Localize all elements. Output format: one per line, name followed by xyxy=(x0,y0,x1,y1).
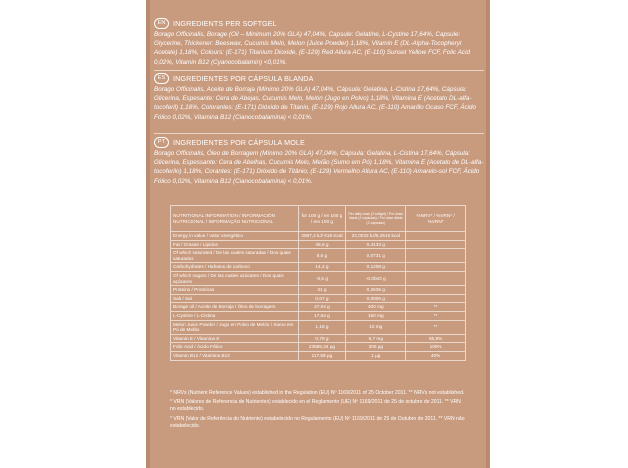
row-nrv: 100% xyxy=(406,343,466,352)
row-per-100g: 2587,4 kJ/ 618 Kcal xyxy=(298,232,346,241)
row-per-100g: 1,18 g xyxy=(298,320,346,334)
row-per-dose: 200 µg xyxy=(346,343,406,352)
row-per-100g: 117,59 µg xyxy=(298,351,346,360)
row-per-dose: 0,1208 g xyxy=(346,263,406,272)
row-per-dose: 6,7 mg xyxy=(346,334,406,343)
row-label: Energy in value / Valor energético xyxy=(171,232,299,241)
nutrition-table-row xyxy=(171,294,466,303)
ingredients-heading-en xyxy=(154,17,484,30)
row-label: Fat / Grasas / Lípidos xyxy=(171,240,299,249)
ingredients-title-pt: INGREDIENTES POR CÁPSULA MOLE xyxy=(173,138,305,147)
nutrition-table-row xyxy=(171,334,466,343)
ingredients-text-en: Borago Officinalis, Borage (Oil – Minimum 20% GLA) 47,04%, Capsule: Gelatine, L-Cystine 17,64%, Capsule: Glycerine, Thickener: Beeswax, Cucumis Melo, Melon (Juice Powder) 1,18%, Vitamin E (DL-Alpha-Tocopheryl Acetate) 1,18%, Colours: (E-171) Titanium Dioxide, (E-129) Red Allura AC, (E-110) Sunset Yellow FCF, Folic Acid 0,02%, Vitamin B12 (Cyanocobalamin) <0,01%. xyxy=(154,31,470,66)
language-badge-es: ES xyxy=(154,73,169,84)
nutrition-table-row xyxy=(171,320,466,334)
row-nrv xyxy=(406,240,466,249)
row-label: Proteins / Proteínas xyxy=(171,286,299,295)
row-label: Salt / Sal xyxy=(171,294,299,303)
header-per-100g: for 100 g / en 100 g / em 100 g xyxy=(298,206,346,232)
row-nrv: ** xyxy=(406,320,466,334)
ingredients-heading-es xyxy=(154,72,484,85)
row-per-100g: 0,07 g xyxy=(298,294,346,303)
row-per-dose: 0,0006 g xyxy=(346,294,406,303)
row-label: L-Cystine / L-Cistina xyxy=(171,311,299,320)
ingredients-section-en xyxy=(154,17,484,67)
row-per-100g: 31 g xyxy=(298,286,346,295)
row-per-dose: 0,0731 g xyxy=(346,249,406,263)
row-label: Of which sugars / De las cuales azúcares / Dos quais açúcares xyxy=(171,271,299,285)
ingredients-title-es: INGREDIENTES POR CÁPSULA BLANDA xyxy=(173,74,314,83)
row-per-dose: 0,2636 g xyxy=(346,286,406,295)
row-per-100g: -0,5 g xyxy=(298,271,346,285)
section-divider xyxy=(154,70,484,71)
row-nrv: 55,8% xyxy=(406,334,466,343)
ingredients-title-en: INGREDIENTS PER SOFTGEL xyxy=(173,19,277,28)
row-nrv xyxy=(406,232,466,241)
row-nrv xyxy=(406,286,466,295)
row-per-dose: 0,4133 g xyxy=(346,240,406,249)
nutrition-table-row xyxy=(171,240,466,249)
row-per-100g: 23585,34 µg xyxy=(298,343,346,352)
ingredients-text-es: Borago Officinalis, Aceite de Borraja (Mínimo 20% GLA) 47,04%, Cápsula: Gelatina, L-Cistina 17,64%, Cápsula: Glicerina, Espesante: Cera de Abejas, Cucumis Melo, Melón (Jugo en Polvo) 1,18%, Vitamina E (Acetato DL-alfa-tocoferil) 1,18%, Colorantes: (E-171) Dióxido de Titanio, (E-129) Rojo Allura AC, (E-110) Amarillo Ocaso FCF, Ácido Fólico 0,02%, Vitamina B12 (Cianocobalamina) < 0,01%. xyxy=(154,86,477,121)
row-nrv: 40% xyxy=(406,351,466,360)
ingredients-text-pt: Borago Officinalis, Óleo de Borragem (Mínimo 20% GLA) 47,04%, Cápsula: Gelatina, L-Cistina 17,64%, Cápsula: Glicerina, Espessante: Cera de Abelhas, Cucumis Melo, Melão (Sumo em Pó) 1,18%, Vitamina E (Acetato de DL-alfa-tocoferilo) 1,18%, Corantes: (E-171) Dióxido de Titânio, (E-129) Vermelho Allura AC, (E-110) Amarelo-sol FCF, Ácido Fólico 0,02%, Vitamina B12 (Cianocobalamina) < 0,01%. xyxy=(154,150,484,185)
row-label: Of which saturated / De las cuales saturadas / Dos quais saturados xyxy=(171,249,299,263)
language-badge-pt: PT xyxy=(154,137,169,148)
row-nrv xyxy=(406,271,466,285)
row-label: Vitamin E / Vitamina E xyxy=(171,334,299,343)
nutrition-table-row xyxy=(171,232,466,241)
section-divider xyxy=(154,133,484,134)
row-per-100g: 8,6 g xyxy=(298,249,346,263)
row-label: Melon Juice Powder / Jugo en Polvo de Melón / Sumo em Pó de Melão xyxy=(171,320,299,334)
row-nrv: ** xyxy=(406,311,466,320)
nutrition-table-row xyxy=(171,343,466,352)
row-per-dose: 22,0032 kJ/5,2516 kcal xyxy=(346,232,406,241)
row-per-dose: 1 µg xyxy=(346,351,406,360)
row-nrv: ** xyxy=(406,303,466,312)
nutrition-table-container xyxy=(170,205,466,361)
row-per-100g: 14,2 g xyxy=(298,263,346,272)
language-badge-en: EN xyxy=(154,18,169,29)
nutrition-table-row xyxy=(171,249,466,263)
row-per-100g: 48,6 g xyxy=(298,240,346,249)
row-per-100g: 0,79 g xyxy=(298,334,346,343)
row-per-dose: 150 mg xyxy=(346,311,406,320)
row-per-dose: -0,0043 g xyxy=(346,271,406,285)
row-label: Borage oil / Aceite de Borraja / Óleo de borragem xyxy=(171,303,299,312)
nutrition-table-row xyxy=(171,303,466,312)
footnote-es: * VRN (Valores de Referencia de Nutrientes) establecido en el Reglamento (UE) Nº 1169/2011 de 25 de octubre de 2011. ** VRN no establecido. xyxy=(170,399,461,413)
row-per-100g: 47,04 g xyxy=(298,303,346,312)
nutrition-table-row xyxy=(171,311,466,320)
row-label: Carbohydrates / Hidratos de carbono xyxy=(171,263,299,272)
ingredients-heading-pt xyxy=(154,136,484,149)
row-per-dose: 400 mg xyxy=(346,303,406,312)
ingredients-section-es xyxy=(154,72,484,122)
header-nrv: %NRV* / %VRN* / %VRN* xyxy=(406,206,466,232)
nutrition-table-header xyxy=(171,206,466,232)
footnote-pt: * VRN (Valor de Referência do Nutriente) estabelecido no Regulamento (EU) Nº 1169/2011 de 25 de Outubro de 2011. ** VRN não estabelecido. xyxy=(170,415,465,429)
row-per-dose: 10 mg xyxy=(346,320,406,334)
footnote-en: * NRVs (Nutrient Reference Values) established in the Regulation (EU) Nº 1169/2011 of 25 October 2011. ** NRVs not established. xyxy=(170,390,465,396)
nutrition-table-row xyxy=(171,286,466,295)
nutrition-table-row xyxy=(171,271,466,285)
row-nrv xyxy=(406,294,466,303)
row-nrv xyxy=(406,263,466,272)
header-nutritional-info: NUTRITIONAL INFORMATION / INFORMACIÓN NUTRICIONAL / INFORMAÇÃO NUTRICIONAL xyxy=(171,206,299,232)
footnotes xyxy=(170,390,466,432)
row-label: Vitamin B12 / Vitamina B12 xyxy=(171,351,299,360)
ingredients-section-pt xyxy=(154,136,484,186)
row-label: Folic Acid / Ácido Fólico xyxy=(171,343,299,352)
nutrition-table-row xyxy=(171,351,466,360)
header-per-daily-dose: Per daily dose (2 softgel) / Por dosis diaria (2 cápsulas) / Por dose diária (2 cápsulas) xyxy=(346,206,406,232)
nutrition-table-row xyxy=(171,263,466,272)
row-per-100g: 17,64 g xyxy=(298,311,346,320)
nutrition-table xyxy=(170,205,466,361)
row-nrv xyxy=(406,249,466,263)
